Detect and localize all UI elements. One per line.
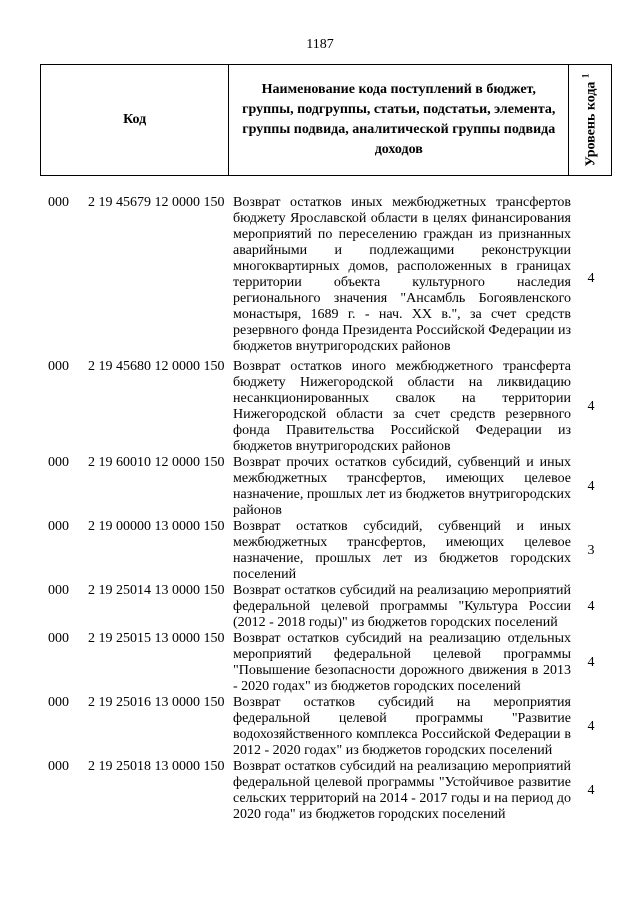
header-level-label: Уровень кода: [583, 81, 599, 167]
code-level: 4: [587, 599, 595, 614]
admin-code: 000: [48, 695, 69, 710]
admin-code: 000: [48, 359, 69, 374]
code-level: 4: [587, 655, 595, 670]
code-level: 3: [587, 543, 595, 558]
admin-code: 000: [48, 631, 69, 646]
income-name: Возврат остатков субсидий на реализацию мероприятий федеральной целевой программы "Культура России (2012 - 2018 годы)" из бюджетов городских поселений: [233, 583, 571, 630]
income-name: Возврат остатков субсидий, субвенций и иных межбюджетных трансфертов, имеющих целевое назначение, прошлых лет из бюджетов городских поселений: [233, 519, 571, 582]
income-code: 2 19 25014 13 0000 150: [88, 583, 225, 598]
income-name: Возврат остатков иных межбюджетных трансфертов бюджету Ярославской области в целях финансирования мероприятий по переселению граждан из признанных аварийными и подлежащими реконструкции многоквартирных домов, расположенных в границах территории объекта культурного наследия регионального значения "Ансамбль Богоявленского монастыря, 1689 г. - нач. XX в.", за счет средств резервного фонда Президента Российской Федерации из бюджетов внутригородских районов: [233, 195, 572, 354]
header-name: Наименование кода поступлений в бюджет, группы, подгруппы, статьи, подстатьи, элемента, группы подвида, аналитической группы подвида доходов: [229, 65, 569, 175]
table-header: [40, 64, 612, 176]
header-level: [569, 65, 611, 175]
income-code: 2 19 45679 12 0000 150: [88, 195, 225, 210]
header-code: Код: [41, 65, 229, 175]
admin-code: 000: [48, 759, 69, 774]
admin-code: 000: [48, 519, 69, 534]
income-code: 2 19 45680 12 0000 150: [88, 359, 225, 374]
code-level: 4: [587, 271, 595, 286]
income-name: Возврат остатков иного межбюджетного трансферта бюджету Нижегородской области на ликвидацию несанкционированных свалок на территории Нижегородской области за счет средств резервного фонда Правительства Российской Федерации из бюджетов внутригородских районов: [233, 359, 571, 454]
income-name: Возврат остатков субсидий на мероприятия федеральной целевой программы "Развитие водохозяйственного комплекса Российской Федерации в 2012 - 2020 годах" из бюджетов городских поселений: [233, 695, 571, 758]
header-level-label-wrap: [581, 74, 600, 167]
income-code: 2 19 00000 13 0000 150: [88, 519, 225, 534]
income-name: Возврат остатков субсидий на реализацию отдельных мероприятий федеральной целевой программы "Повышение безопасности дорожного движения в 2013 - 2020 годах" из бюджетов городских поселений: [233, 631, 571, 694]
income-name: Возврат прочих остатков субсидий, субвенций и иных межбюджетных трансфертов, имеющих целевое назначение, прошлых лет из бюджетов внутригородских районов: [233, 455, 571, 518]
income-code: 2 19 25018 13 0000 150: [88, 759, 225, 774]
admin-code: 000: [48, 455, 69, 470]
page-number: 1187: [306, 37, 334, 52]
income-name: Возврат остатков субсидий на реализацию мероприятий федеральной целевой программы "Устойчивое развитие сельских территорий на 2014 - 2017 годы и на период до 2020 года" из бюджетов городских поселений: [233, 759, 571, 822]
income-code: 2 19 25016 13 0000 150: [88, 695, 225, 710]
income-code: 2 19 60010 12 0000 150: [88, 455, 225, 470]
admin-code: 000: [48, 195, 69, 210]
income-code: 2 19 25015 13 0000 150: [88, 631, 225, 646]
code-level: 4: [587, 479, 595, 494]
admin-code: 000: [48, 583, 69, 598]
code-level: 4: [587, 719, 595, 734]
header-level-footnote: 1: [580, 73, 591, 79]
code-level: 4: [587, 399, 595, 414]
code-level: 4: [587, 783, 595, 798]
